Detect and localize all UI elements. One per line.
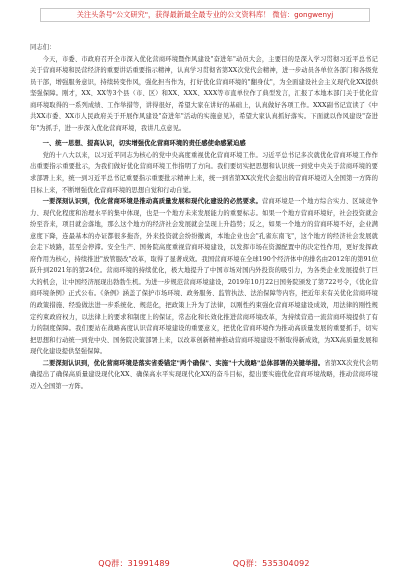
intro-paragraph: 今天，市委、市政府召开全市深入优化营商环境暨作风建设"奋进年"动员大会，主要目的是深入学习贯彻习近平总书记关于营商环境和民营经济的重要讲话重要指示精神，认真学习贯彻省第XX次党代会精神，进一步动员各单位各部门和各级党员干部，增强服务意识，持续转变作风，强化担当作为，打好优化营商环境的"翻身仗"，为全面建设社会主义现代化XX提供坚强保障。刚才，XX、XX等3个县（市、区）和XX、XXX、XXX等市直单位作了典型发言，汇报了本地本部门关于优化营商环境取得的一系列成绩、工作举措等，讲得很好，希望大家在讲好的基础上，认真做好各项工作。XXX副书记宣读了《中共XX市委、XX市人民政府关于开展作风建设"奋进年"活动的实施意见》，希望大家认真抓好落实。下面就以作风建设"奋进年"为抓手，进一步深入优化营商环境，我讲几点意见。 xyxy=(30,55,378,132)
point-1-paragraph xyxy=(30,196,378,358)
document-body xyxy=(30,42,378,392)
footer-qq-group-1: QQ群：31991489 xyxy=(98,559,170,568)
point-2-paragraph xyxy=(30,358,378,393)
salutation: 同志们： xyxy=(30,44,56,51)
point-2-body: 省第XX次党代会明确提出了确保高质量建设现代化XX、确保高水平实现现代化XX的奋斗目标，提出要实施优化营商环境战略，推动营商环境迈入全国第一方阵。 xyxy=(30,359,378,390)
point-1-body: 营商环境是一个地方综合实力、区域竞争力、现代化程度和治理水平的集中体现，也是一个地方未来发展能力的重要标志。如果一个地方营商环境好，社会投资就会纷至沓来，项目就会落地，那么这个地方的经济社会发展就会呈现上升趋势；反之，如果一个地方的营商环境不好，企业满意度下降，连最基本的办证都很多拖沓，外来投资就会纷纷撤离，本地企业也会"孔雀东南飞"，这个地方的经济社会发展就会走下坡路，甚至会停滞。安全生产、国务院高度重视营商环境建设，以发挥市场在资源配置中的决定性作用，更好发挥政府作用为核心，持续推进"放管服改"改革，取得了显著成效。我国营商环境在全球190个经济体中的排名由2012年的第91位跃升到2021年的第24位。营商环境的持续优化，极大地提升了中国市场对国内外投资的吸引力，为各类企业发展提供了巨大的机会，让中国经济展现出勃勃生机。为进一步规范营商环境建设，2019年10月22日国务院颁发了第722号令，《优化营商环境条例》正式公布。《条例》涵盖了保护市场环境、政务服务、监管执法、法治保障等内容，把近年来有关优化营商环境的政策措施、经验做法进一步系统化、规范化，把政策上升为了法律，以刚性约束强化营商环境建设成效，用法律的刚性规定约束政府权力，以法律上的要求和制度上的保证，常态化和长效化推进营商环境改革，为持续营造一流营商环境提供了有力的制度保障。我们要站在战略高度认识营商环境建设的重要意义，把优化营商环境作为推动高质量发展的重要抓手，切实把思想和行动统一到党中央、国务院决策部署上来，以改革创新精神推动营商环境建设不断取得新成效，为XX高质量发展和现代化建设提供坚强保障。 xyxy=(30,198,378,356)
header-banner: 关注头条号"公文研究"，获得最新最全最专业的公文资料库！ 微信：gongwenyj xyxy=(40,8,370,22)
point-1-heading: 一要深刻认识到，优化营商环境是推动高质量发展和现代化建设的必然要求。 xyxy=(42,198,262,206)
section1-paragraph: 党的十八大以来，以习近平同志为核心的党中央高度重视优化营商环境工作。习近平总书记多次就优化营商环境工作作出重要指示重要批示，为我们做好优化营商环境工作指明了方向。我们要切实把思想和认识统一到党中央关于营商环境的要求部署上来，统一到习近平总书记重要指示重要批示精神上来，统一到省第XX次党代会提出的营商环境迈入全国第一方阵的目标上来，不断增强优化营商环境的思想自觉和行动自觉。 xyxy=(30,151,378,194)
section-heading-1: 一、统一思想、提高认识，切实增强优化营商环境的责任感使命感紧迫感 xyxy=(42,140,246,148)
footer-qq-group-2: QQ群：535304092 xyxy=(232,559,310,568)
footer xyxy=(0,558,408,569)
point-2-heading: 二要深刻认识到，优化营商环境是落实省委锚定"两个确保"、实施"十大战略"总体部署的关键举措。 xyxy=(42,359,325,367)
